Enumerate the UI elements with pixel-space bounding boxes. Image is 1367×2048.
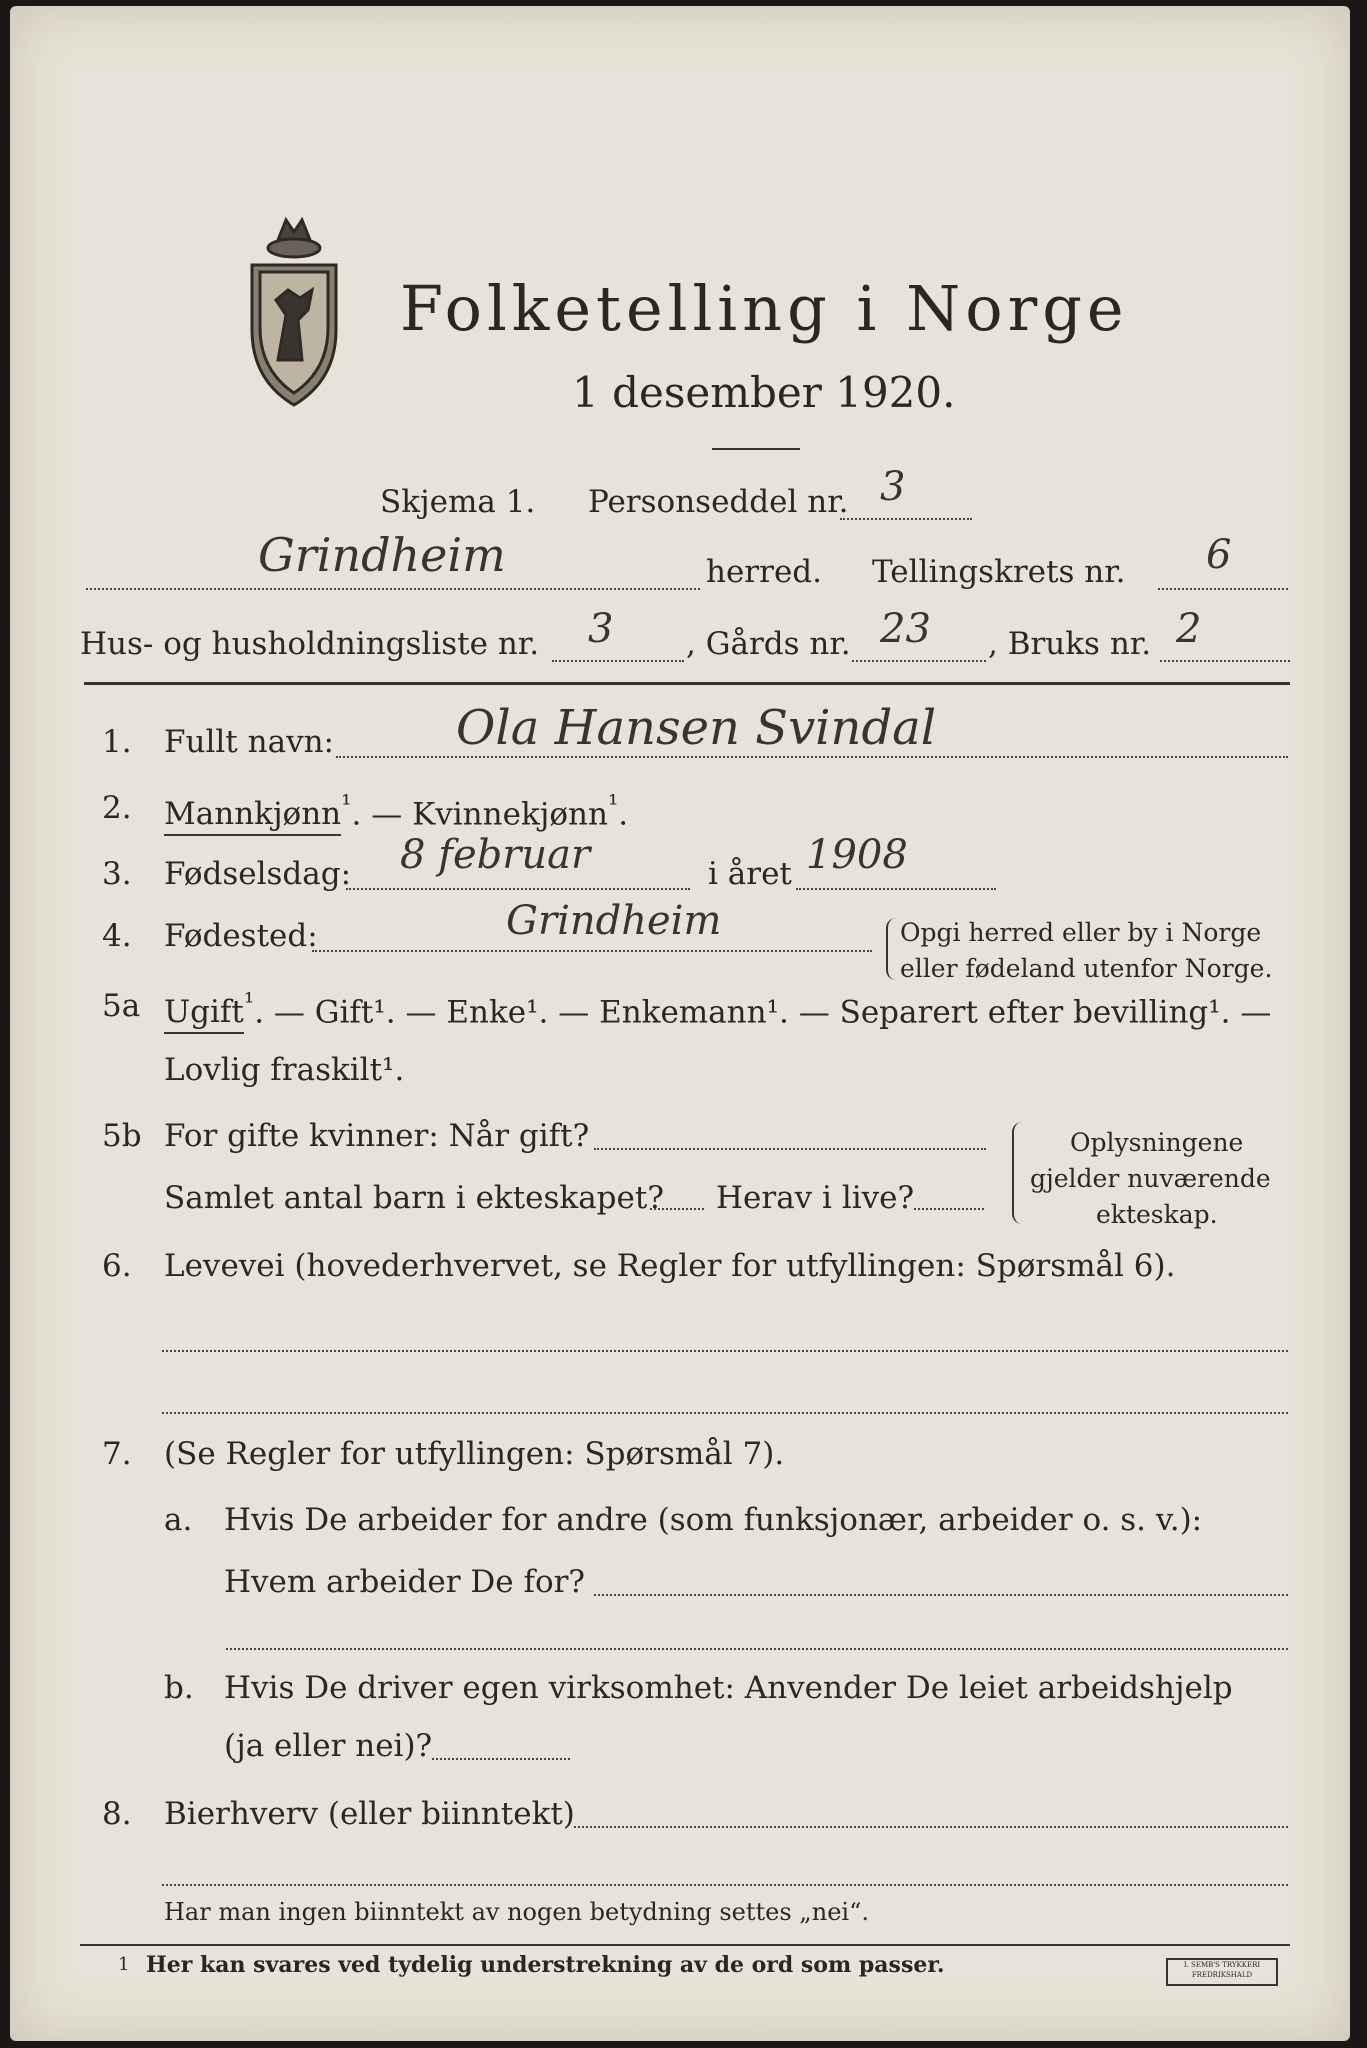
q3-line [346, 888, 690, 890]
q4-line [312, 950, 872, 952]
q5a-options [164, 988, 1271, 1030]
printer-stamp: I. SEMB'S TRYKKERI FREDRIKSHALD [1166, 1958, 1278, 1986]
footnote-mark: 1 [118, 1954, 130, 1975]
gards-label: , Gårds nr. [686, 626, 851, 662]
footer-divider [80, 1944, 1290, 1946]
q3-year-line [796, 888, 996, 890]
q7b-line[interactable] [432, 1758, 570, 1760]
q5b-note3: ekteskap. [1096, 1200, 1218, 1229]
q8-line1[interactable] [574, 1826, 1288, 1828]
census-date: 1 desember 1920. [572, 368, 956, 417]
title-divider [712, 448, 800, 450]
herred-line [86, 588, 700, 590]
personseddel-line [840, 518, 972, 520]
q2-separator: . — [351, 796, 413, 833]
q5b-children-line [650, 1208, 704, 1210]
q2-female-option[interactable]: Kvinnekjønn [412, 796, 608, 833]
q3-label: Fødselsdag: [164, 856, 352, 892]
q7b-label1: Hvis De driver egen virksomhet: Anvender De leiet arbeidshjelp [224, 1670, 1233, 1706]
footnote-text: Her kan svares ved tydelig understrekning av de ord som passer. [146, 1952, 945, 1978]
q5a-ugift-option[interactable]: Ugift [164, 994, 244, 1034]
q5b-note-brace [1012, 1122, 1024, 1224]
q5a-line2[interactable]: Lovlig fraskilt¹. [164, 1052, 405, 1088]
personseddel-value[interactable]: 3 [880, 464, 906, 510]
q1-number: 1. [102, 724, 132, 760]
q3-number: 3. [102, 856, 132, 892]
footer-note: Har man ingen biinntekt av nogen betydning settes „nei“. [164, 1898, 869, 1926]
gards-value[interactable]: 23 [880, 606, 931, 652]
q8-line2[interactable] [162, 1884, 1288, 1886]
q5b-alive-line [914, 1208, 984, 1210]
q4-note-line2: eller fødeland utenfor Norge. [900, 954, 1273, 983]
herred-value[interactable]: Grindheim [258, 528, 506, 582]
q5b-note1: Oplysningene [1070, 1128, 1244, 1157]
q5b-label2: Samlet antal barn i ekteskapet? [164, 1180, 664, 1216]
personseddel-label: Personseddel nr. [588, 484, 849, 520]
q5a-number: 5a [102, 988, 141, 1024]
q5b-number: 5b [102, 1118, 142, 1154]
q2-options [164, 790, 628, 832]
gards-line [852, 660, 986, 662]
header-divider [84, 682, 1290, 685]
q4-note-brace [886, 918, 898, 980]
bruks-value[interactable]: 2 [1176, 606, 1202, 652]
q7a-line1[interactable] [594, 1594, 1288, 1596]
birthplace-value[interactable]: Grindheim [506, 898, 722, 944]
q5a-other-options[interactable]: . — Gift¹. — Enke¹. — Enkemann¹. — Separert efter bevilling¹. — [254, 994, 1272, 1031]
q6-line2[interactable] [162, 1412, 1288, 1414]
q5b-label3: Herav i live? [716, 1180, 915, 1216]
hus-label: Hus- og husholdningsliste nr. [80, 626, 540, 662]
bruks-label: , Bruks nr. [988, 626, 1152, 662]
q8-number: 8. [102, 1796, 132, 1832]
hus-value[interactable]: 3 [588, 606, 614, 652]
q7a-label2: Hvem arbeider De for? [224, 1564, 586, 1600]
birthdate-value[interactable]: 8 februar [400, 832, 591, 878]
schema-label: Skjema 1. [380, 484, 536, 520]
q2-number: 2. [102, 790, 132, 826]
q7b-label2: (ja eller nei)? [224, 1728, 433, 1764]
q2-male-footnote-mark: ¹ [341, 790, 352, 820]
bruks-line [1160, 660, 1290, 662]
q6-line1[interactable] [162, 1350, 1288, 1352]
q3-year-label: i året [708, 856, 792, 892]
hus-line [552, 660, 684, 662]
tellingskrets-value[interactable]: 6 [1206, 532, 1232, 578]
q2-male-option[interactable]: Mannkjønn [164, 796, 341, 836]
q7-number: 7. [102, 1436, 132, 1472]
q4-label: Fødested: [164, 918, 318, 954]
q8-label: Bierhverv (eller biinntekt) [164, 1796, 575, 1832]
q7a-number: a. [164, 1502, 193, 1538]
q7b-number: b. [164, 1670, 194, 1706]
q5b-label1: For gifte kvinner: Når gift? [164, 1118, 590, 1154]
q2-end: . [618, 796, 629, 833]
herred-label: herred. [706, 554, 822, 590]
form-title: Folketelling i Norge [400, 272, 1129, 345]
q6-label: Levevei (hovederhvervet, se Regler for utfyllingen: Spørsmål 6). [164, 1248, 1176, 1284]
q5b-note2: gjelder nuværende [1030, 1164, 1271, 1193]
birth-year-value[interactable]: 1908 [806, 832, 908, 878]
q4-note-line1: Opgi herred eller by i Norge [900, 918, 1262, 947]
q7-label: (Se Regler for utfyllingen: Spørsmål 7). [164, 1436, 785, 1472]
q7a-line2[interactable] [226, 1648, 1288, 1650]
tellingskrets-line [1158, 588, 1288, 590]
q5a-ugift-footnote-mark: ¹ [243, 988, 255, 1018]
q2-female-footnote-mark: ¹ [607, 790, 619, 820]
q4-number: 4. [102, 918, 132, 954]
q1-line [336, 756, 1288, 758]
q1-label: Fullt navn: [164, 724, 334, 760]
norwegian-coat-of-arms-icon [238, 210, 350, 410]
full-name-value[interactable]: Ola Hansen Svindal [456, 700, 937, 756]
q7a-label1: Hvis De arbeider for andre (som funksjonær, arbeider o. s. v.): [224, 1502, 1203, 1538]
q5b-married-line [594, 1148, 986, 1150]
q6-number: 6. [102, 1248, 132, 1284]
tellingskrets-label: Tellingskrets nr. [872, 554, 1126, 590]
